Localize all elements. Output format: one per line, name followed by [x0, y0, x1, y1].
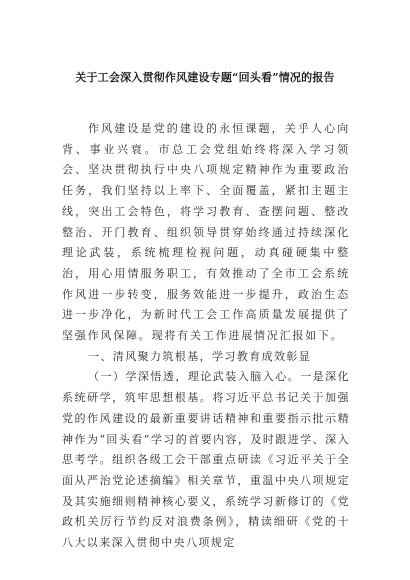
section-heading: 一、清风聚力筑根基，学习教育成效彰显	[88, 349, 312, 363]
subsection-paragraph: （一）学深悟透，理论武装入脑入心。一是深化系统研学，筑牢思想根基。将习近平总书记关于加强党的作风建设的最新重要讲话精神和重要指示批示精神作为“回头看”学习的首要内容，及时跟进学、深入思考学。组织各级工会干部重点研读《习近平关于全面从严治党论述摘编》相关章节，重温中央八项规定及其实施细则精神核心要义，系统学习新修订的《党政机关厉行节约反对浪费条例》，精读细研《党的十八大以来深入贯彻中央八项规定	[62, 370, 350, 550]
intro-paragraph: 作风建设是党的建设的永恒课题，关乎人心向背、事业兴衰。市总工会党组始终将深入学习领会、坚决贯彻执行中央八项规定精神作为重要政治任务，我们坚持以上率下、全面覆盖，紧扣主题主线，突出工会特色，将学习教育、查摆问题、整改整治、开门教育、组织领导贯穿始终通过持续深化理论武装，系统梳理检视问题，动真碰硬集中整治，用心用情服务职工，有效推动了全市工会系统作风进一步转变，服务效能进一步提升，政治生态进一步净化，为新时代工会工作高质量发展提供了坚强作风保障。现将有关工作进展情况汇报如下。	[62, 122, 350, 343]
document-body	[62, 119, 350, 554]
document-title: 关于工会深入贯彻作风建设专题“回头看”情况的报告	[75, 71, 335, 84]
